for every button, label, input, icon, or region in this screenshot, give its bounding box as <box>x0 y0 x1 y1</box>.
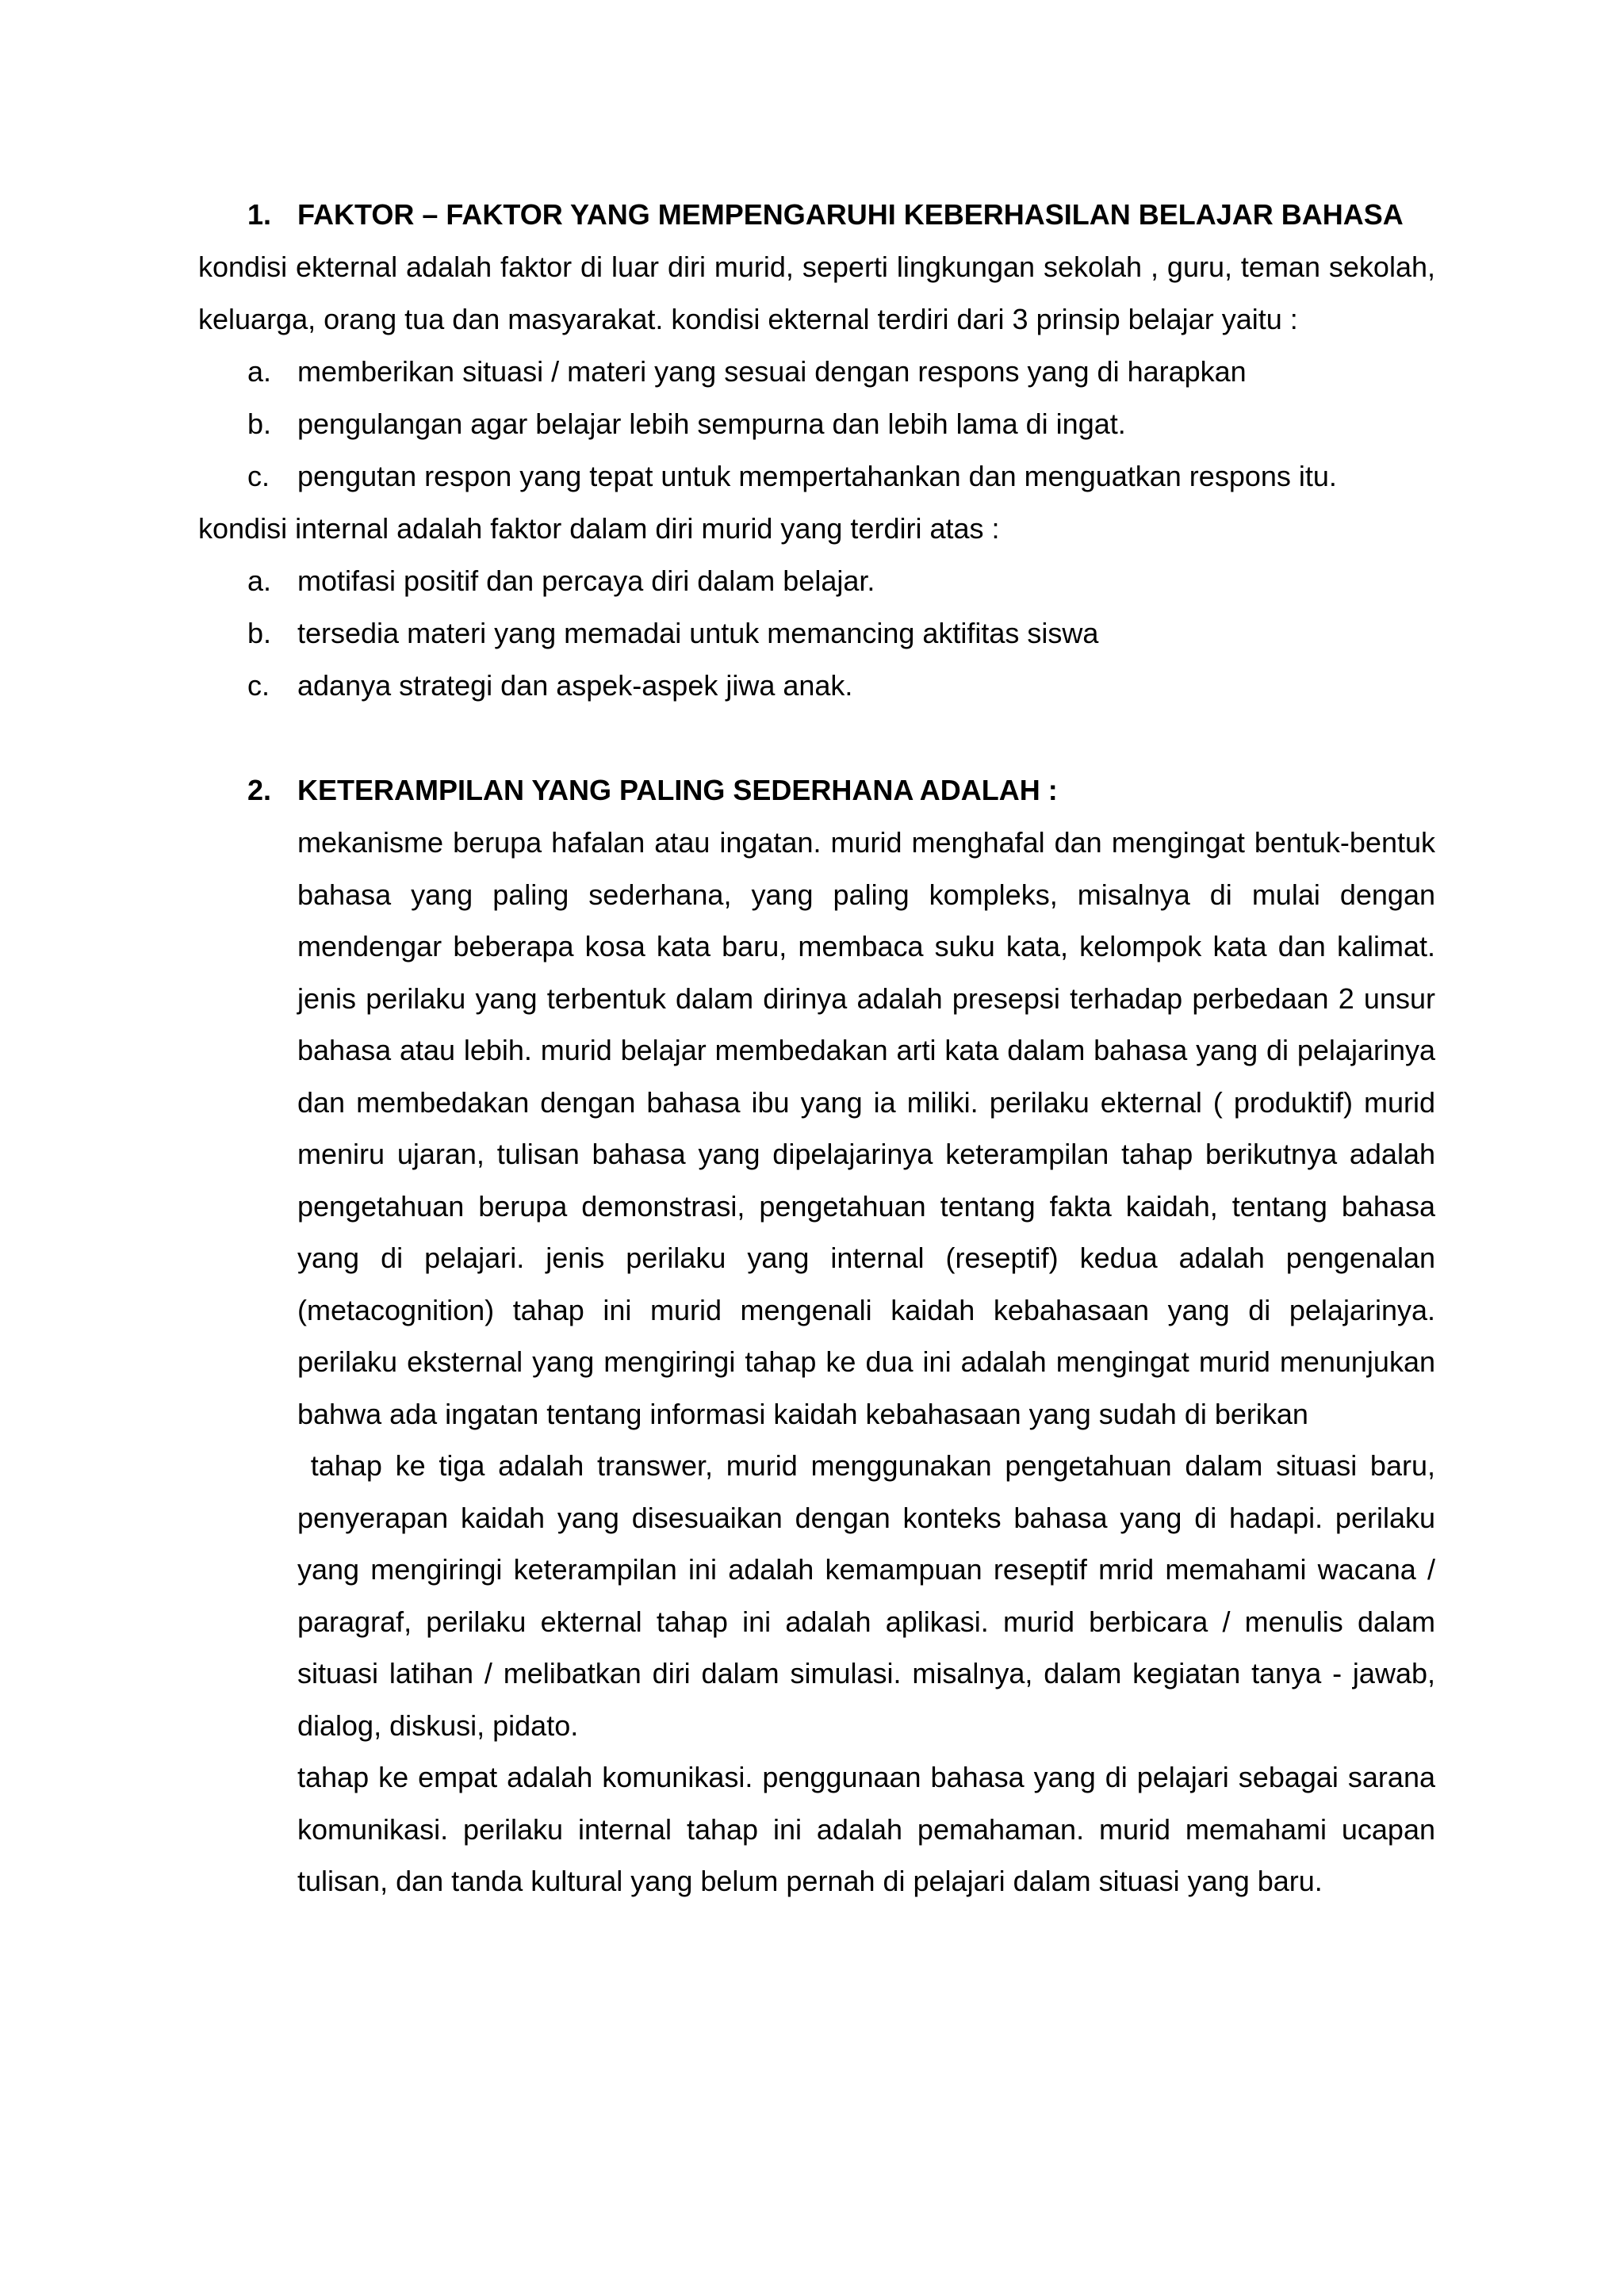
list-item <box>198 398 1435 450</box>
document-body <box>198 189 1444 1908</box>
external-conditions-paragraph: kondisi ekternal adalah faktor di luar diri murid, seperti lingkungan sekolah , guru, teman sekolah, keluarga, orang tua dan masyarakat. kondisi ekternal terdiri dari 3 prinsip belajar yaitu : <box>198 251 1435 335</box>
section-2-heading <box>198 764 1435 817</box>
skills-paragraph-transfer: tahap ke tiga adalah transwer, murid menggunakan pengetahuan dalam situasi baru, penyerapan kaidah yang disesuaikan dengan konteks bahasa yang di hadapi. perilaku yang mengiringi keterampilan ini adalah kemampuan reseptif mrid memahami wacana / paragraf, perilaku ekternal tahap ini adalah aplikasi. murid berbicara / menulis dalam situasi latihan / melibatkan diri dalam simulasi. misalnya, dalam kegiatan tanya - jawab, dialog, diskusi, pidato. <box>297 1449 1444 1742</box>
section-1-title: FAKTOR – FAKTOR YANG MEMPENGARUHI KEBERHASILAN BELAJAR BAHASA <box>297 198 1404 231</box>
list-marker: a. <box>247 355 272 388</box>
list-item <box>198 346 1435 398</box>
list-marker: a. <box>247 564 272 597</box>
list-item-text: memberikan situasi / materi yang sesuai dengan respons yang di harapkan <box>297 355 1247 388</box>
skills-paragraph-mechanism: mekanisme berupa hafalan atau ingatan. murid menghafal dan mengingat bentuk-bentuk bahasa yang paling sederhana, yang paling kompleks, misalnya di mulai dengan mendengar beberapa kosa kata baru, membaca suku kata, kelompok kata dan kalimat. jenis perilaku yang terbentuk dalam dirinya adalah presepsi terhadap perbedaan 2 unsur bahasa atau lebih. murid belajar membedakan arti kata dalam bahasa yang di pelajarinya dan membedakan dengan bahasa ibu yang ia miliki. perilaku ekternal ( produktif) murid meniru ujaran, tulisan bahasa yang dipelajarinya keterampilan tahap berikutnya adalah pengetahuan berupa demonstrasi, pengetahuan tentang fakta kaidah, tentang bahasa yang di pelajari. jenis perilaku yang internal (reseptif) kedua adalah pengenalan (metacognition) tahap ini murid mengenali kaidah kebahasaan yang di pelajarinya. perilaku eksternal yang mengiringi tahap ke dua ini adalah mengingat murid menunjukan bahwa ada ingatan tentang informasi kaidah kebahasaan yang sudah di berikan <box>297 826 1435 1430</box>
list-item-text: pengulangan agar belajar lebih sempurna dan lebih lama di ingat. <box>297 408 1126 440</box>
list-marker: b. <box>247 617 272 649</box>
section-1-heading <box>198 189 1435 241</box>
external-conditions-list <box>198 346 1435 503</box>
section-2-body <box>198 817 1444 1908</box>
list-marker: c. <box>247 669 270 702</box>
list-marker: c. <box>247 460 270 492</box>
list-item-text: motifasi positif dan percaya diri dalam belajar. <box>297 564 875 597</box>
list-item-text: tersedia materi yang memadai untuk memancing aktifitas siswa <box>297 617 1099 649</box>
internal-conditions-list <box>198 555 1435 712</box>
list-item <box>198 450 1435 503</box>
list-item <box>198 607 1435 660</box>
internal-conditions-paragraph: kondisi internal adalah faktor dalam diri murid yang terdiri atas : <box>198 512 1000 545</box>
list-item-text: adanya strategi dan aspek-aspek jiwa anak. <box>297 669 853 702</box>
list-item <box>198 660 1435 712</box>
list-marker: b. <box>247 408 272 440</box>
section-2-title: KETERAMPILAN YANG PALING SEDERHANA ADALAH : <box>297 774 1058 806</box>
skills-paragraph-communication: tahap ke empat adalah komunikasi. penggunaan bahasa yang di pelajari sebagai sarana komunikasi. perilaku internal tahap ini adalah pemahaman. murid memahami ucapan tulisan, dan tanda kultural yang belum pernah di pelajari dalam situasi yang baru. <box>297 1761 1435 1897</box>
list-item <box>198 555 1435 607</box>
list-item-text: pengutan respon yang tepat untuk mempertahankan dan menguatkan respons itu. <box>297 460 1337 492</box>
section-spacer <box>198 712 1435 764</box>
section-2-number: 2. <box>247 774 272 806</box>
section-1-number: 1. <box>247 198 272 231</box>
